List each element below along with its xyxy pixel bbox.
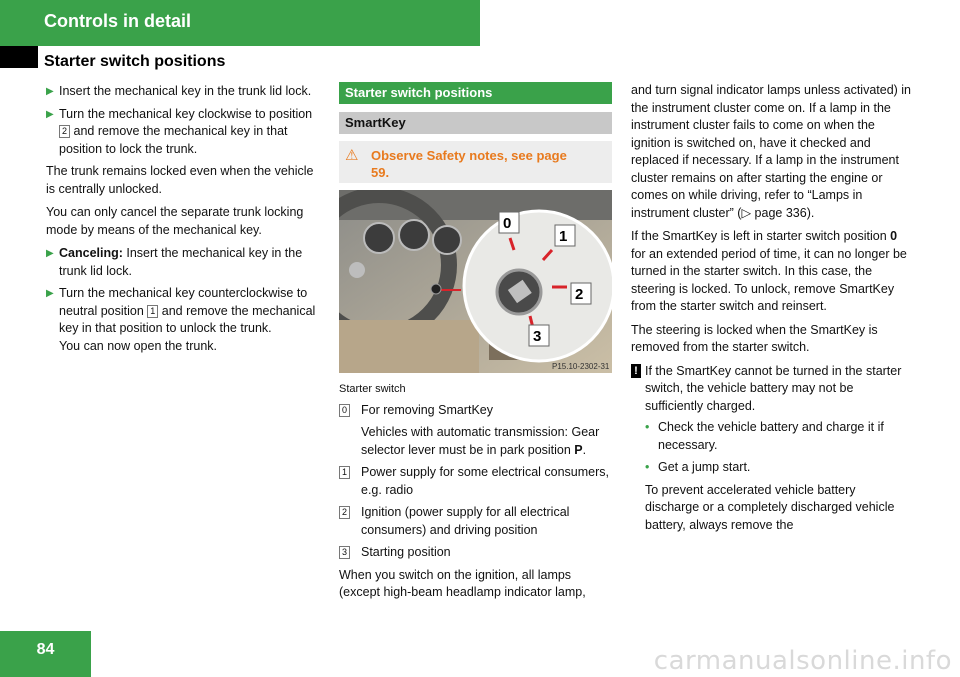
legend-item: 1 Power supply for some electrical consumers, e.g. radio bbox=[339, 464, 612, 499]
list-item: ▶ Insert the mechanical key in the trunk lid lock. bbox=[46, 83, 324, 101]
header-tab-marker bbox=[0, 46, 38, 68]
position-key: 2 bbox=[339, 506, 350, 519]
paragraph: To prevent accelerated vehicle battery discharge or a completely discharged vehicle battery, always remove the bbox=[645, 482, 895, 532]
warning-text: Observe Safety notes, see page 59. bbox=[371, 148, 567, 180]
bullet-dot-icon: • bbox=[645, 420, 650, 434]
starter-switch-figure bbox=[339, 190, 612, 373]
paragraph: The steering is locked when the SmartKey is removed from the starter switch. bbox=[631, 322, 878, 354]
callout-1: 1 bbox=[559, 228, 568, 245]
callout-2: 2 bbox=[575, 286, 584, 303]
page-reference-link[interactable]: ▷ page 336 bbox=[741, 205, 807, 220]
subsection-heading: SmartKey bbox=[339, 112, 612, 134]
warning-box bbox=[339, 141, 612, 183]
legend-item: 0 For removing SmartKey Vehicles with automatic transmission: Gear selector lever must be in park position P. bbox=[339, 402, 612, 460]
column-left bbox=[46, 83, 324, 360]
warning-triangle-icon: ⚠ bbox=[345, 147, 359, 164]
position-key: 1 bbox=[339, 466, 350, 479]
figure-caption: Starter switch bbox=[339, 383, 406, 395]
callout-0: 0 bbox=[503, 215, 512, 232]
column-middle bbox=[339, 82, 612, 608]
arrow-icon: ▶ bbox=[46, 108, 54, 120]
paragraph: When you switch on the ignition, all lamps (except high-beam headlamp indicator lamp, bbox=[339, 567, 586, 599]
list-item: • Get a jump start. bbox=[631, 459, 911, 477]
paragraph: The trunk remains locked even when the vehicle is centrally unlocked. bbox=[46, 164, 314, 196]
list-item: • Check the vehicle battery and charge it if necessary. bbox=[645, 420, 884, 452]
arrow-icon: ▶ bbox=[46, 288, 54, 299]
position-key: 0 bbox=[339, 404, 350, 417]
legend-item: 3 Starting position bbox=[339, 544, 612, 562]
paragraph: You can only cancel the separate trunk locking mode by means of the mechanical key. bbox=[46, 205, 304, 237]
exclamation-icon: ! bbox=[631, 364, 641, 378]
legend-item: 2 Ignition (power supply for all electrical consumers) and driving position bbox=[339, 504, 612, 539]
position-key: 2 bbox=[59, 125, 70, 138]
callout-3: 3 bbox=[533, 328, 542, 345]
figure-ref-code: P15.10-2302-31 bbox=[552, 362, 610, 371]
column-right bbox=[631, 82, 911, 540]
list-item: ▶ Turn the mechanical key clockwise to position 2 and remove the mechanical key in that position to lock the trunk. bbox=[46, 106, 313, 156]
arrow-icon: ▶ bbox=[46, 248, 54, 259]
watermark: carmanualsonline.info bbox=[653, 646, 952, 676]
position-key: 1 bbox=[147, 305, 158, 318]
section-title: Controls in detail bbox=[44, 11, 192, 31]
dashboard-photo bbox=[339, 190, 612, 373]
section-heading: Starter switch positions bbox=[339, 82, 612, 104]
paragraph: If the SmartKey is left in starter switch position 0 for an extended period of time, it can no longer be turned in the starter switch. In this case, the steering is locked. To unlock, remove SmartKey from the starter switch and reinsert. bbox=[631, 229, 907, 313]
arrow-icon: ▶ bbox=[46, 86, 54, 97]
paragraph: and turn signal indicator lamps unless activated) in the instrument cluster come on. If a lamp in the instrument cluster fails to come on when the ignition is switched on, have it checked and replaced if necessary. If a lamp in the instrument cluster remains on after starting the engine or comes on while driving, refer to “Lamps in instrument cluster” (▷ page 336). bbox=[631, 83, 912, 220]
note-block: ! If the SmartKey cannot be turned in the starter switch, the vehicle battery may not be sufficiently charged. bbox=[631, 363, 911, 416]
position-key: 3 bbox=[339, 546, 350, 559]
page-subtitle: Starter switch positions bbox=[44, 53, 226, 70]
page-number: 84 bbox=[36, 641, 55, 658]
bullet-dot-icon: • bbox=[645, 460, 650, 474]
list-item: ▶ Turn the mechanical key counterclockwise to neutral position 1 and remove the mechanical key in that position to unlock the trunk. You can now open the trunk. bbox=[46, 286, 316, 353]
list-item: ▶ Canceling: Insert the mechanical key in the trunk lid lock. bbox=[46, 246, 303, 278]
